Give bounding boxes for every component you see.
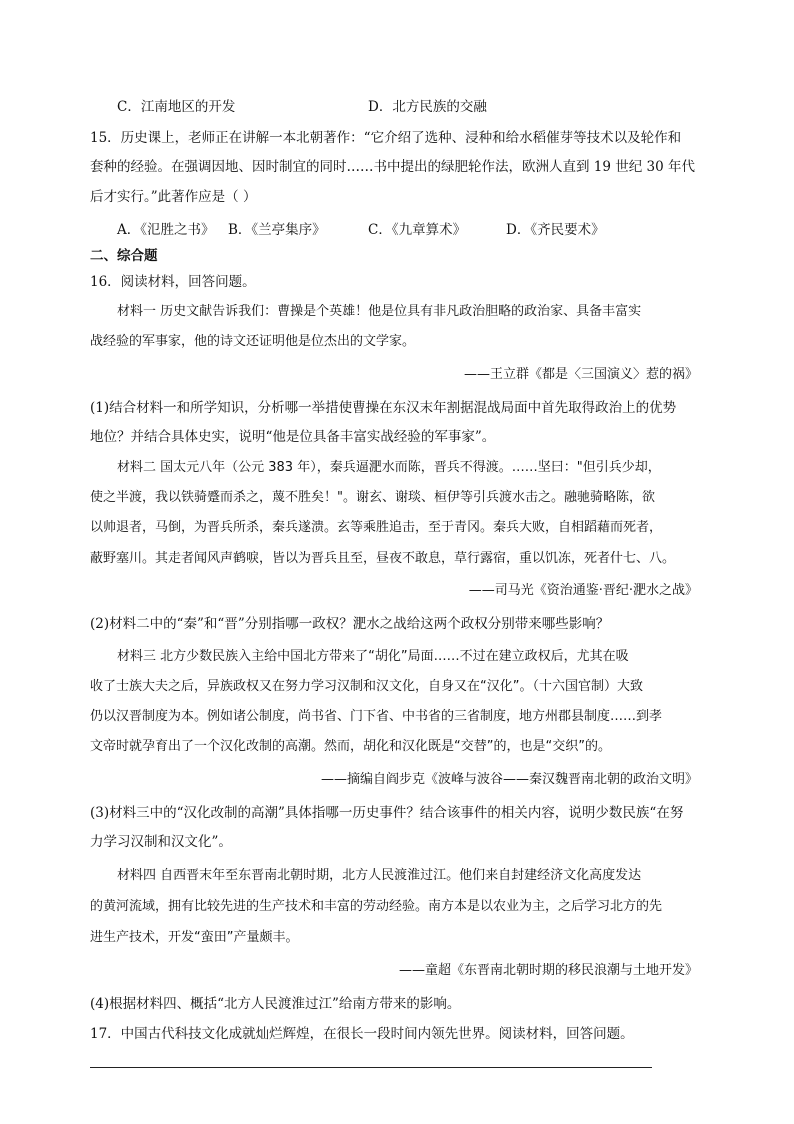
q16-subq1-line1: (1)结合材料一和所学知识，分析哪一举措使曹操在东汉末年割据混战局面中首先取得政治上的优势	[90, 400, 677, 416]
material4-line2: 的黄河流域，拥有比较先进的生产技术和丰富的劳动经验。南方本是以农业为主，之后学习北方的先	[90, 899, 663, 914]
q15-option-c: C．《九章算术》	[368, 222, 467, 238]
q15-stem-line2: 套种的经验。在强调因地、因时制宜的同时……书中提出的绿肥轮作法，欧洲人直到 19 世纪 30 年代	[90, 159, 696, 175]
material3-line4: 文帝时就孕育出了一个汉化改制的高潮。然而，胡化和汉化既是“交替”的，也是“交织”的。	[90, 739, 611, 754]
q16-subq4: (4)根据材料四、概括“北方人民渡淮过江”给南方带来的影响。	[90, 996, 461, 1012]
q14-option-d: D．北方民族的交融	[368, 99, 487, 115]
q16-subq2: (2)材料二中的“秦”和“晋”分别指哪一政权？淝水之战给这两个政权分别带来哪些影响？	[90, 616, 610, 632]
q14-option-c: C．江南地区的开发	[117, 99, 236, 115]
material3-source: ——摘编自阎步克《波峰与波谷——秦汉魏晋南北朝的政治文明》	[320, 772, 698, 787]
material4-line3: 进生产技术，开发“蛮田”产量颇丰。	[90, 930, 299, 945]
q16-intro: 16．阅读材料，回答问题。	[90, 274, 256, 290]
material4-line1: 材料四 自西晋末年至东晋南北朝时期，北方人民渡淮过江。他们来自封建经济文化高度发达	[117, 868, 642, 883]
q16-subq3-line2: 力学习汉制和汉文化”。	[90, 834, 232, 850]
section-title: 二、综合题	[90, 248, 158, 264]
material1-line2: 战经验的军事家，他的诗文还证明他是位杰出的文学家。	[90, 334, 416, 349]
material4-source: ——童超《东晋南北朝时期的移民浪潮与土地开发》	[398, 963, 698, 978]
q15-option-a: A．《氾胜之书》	[117, 222, 215, 238]
q16-subq1-line2: 地位？并结合具体史实，说明“他是位具备丰富实战经验的军事家”。	[90, 429, 496, 445]
q15-stem-line3: 后才实行。”此著作应是（ ）	[90, 189, 257, 205]
footer-divider	[90, 1067, 652, 1068]
material2-line3: 以帅退者，马倒，为晋兵所杀，秦兵遂溃。玄等乘胜追击，至于青冈。秦兵大败，自相蹈藉而死者，	[90, 520, 663, 535]
material3-line2: 收了士族大夫之后，异族政权又在努力学习汉制和汉文化，自身又在“汉化”。（十六国官制）大致	[90, 679, 643, 694]
material2-line4: 蔽野塞川。其走者闻风声鹤唳，皆以为晋兵且至，昼夜不敢息，草行露宿，重以饥冻，死者什七、八。	[90, 551, 676, 566]
material2-source: ——司马光《资治通鉴·晋纪·淝水之战》	[468, 583, 698, 598]
material1-line1: 材料一 历史文献告诉我们：曹操是个英雄！他是位具有非凡政治胆略的政治家、具备丰富实	[117, 304, 642, 319]
material3-line1: 材料三 北方少数民族入主给中国北方带来了“胡化”局面……不过在建立政权后，尤其在吸	[117, 649, 629, 664]
material1-source: ——王立群《都是〈三国演义〉惹的祸》	[463, 367, 698, 382]
q15-option-b: B．《兰亭集序》	[228, 222, 326, 238]
material2-line1: 材料二 国太元八年（公元 383 年），秦兵逼淝水而陈，晋兵不得渡。……坚曰："但引兵少却，	[117, 460, 661, 475]
q17-intro: 17．中国古代科技文化成就灿烂辉煌，在很长一段时间内领先世界。阅读材料，回答问题。	[90, 1026, 634, 1042]
q16-subq3-line1: (3)材料三中的“汉化改制的高潮”具体指哪一历史事件？结合该事件的相关内容，说明少数民族“在努	[90, 805, 684, 821]
material2-line2: 使之半渡，我以铁骑蹙而杀之，蔑不胜矣！"。谢玄、谢琰、桓伊等引兵渡水击之。融驰骑略陈，欲	[90, 490, 655, 505]
q15-option-d: D．《齐民要术》	[506, 222, 605, 238]
q15-stem-line1: 15．历史课上，老师正在讲解一本北朝著作：“它介绍了选种、浸种和给水稻催芽等技术以及轮作和	[90, 130, 682, 146]
material3-line3: 仍以汉晋制度为本。例如诸公制度，尚书省、门下省、中书省的三省制度，地方州郡县制度……到孝	[90, 709, 663, 724]
